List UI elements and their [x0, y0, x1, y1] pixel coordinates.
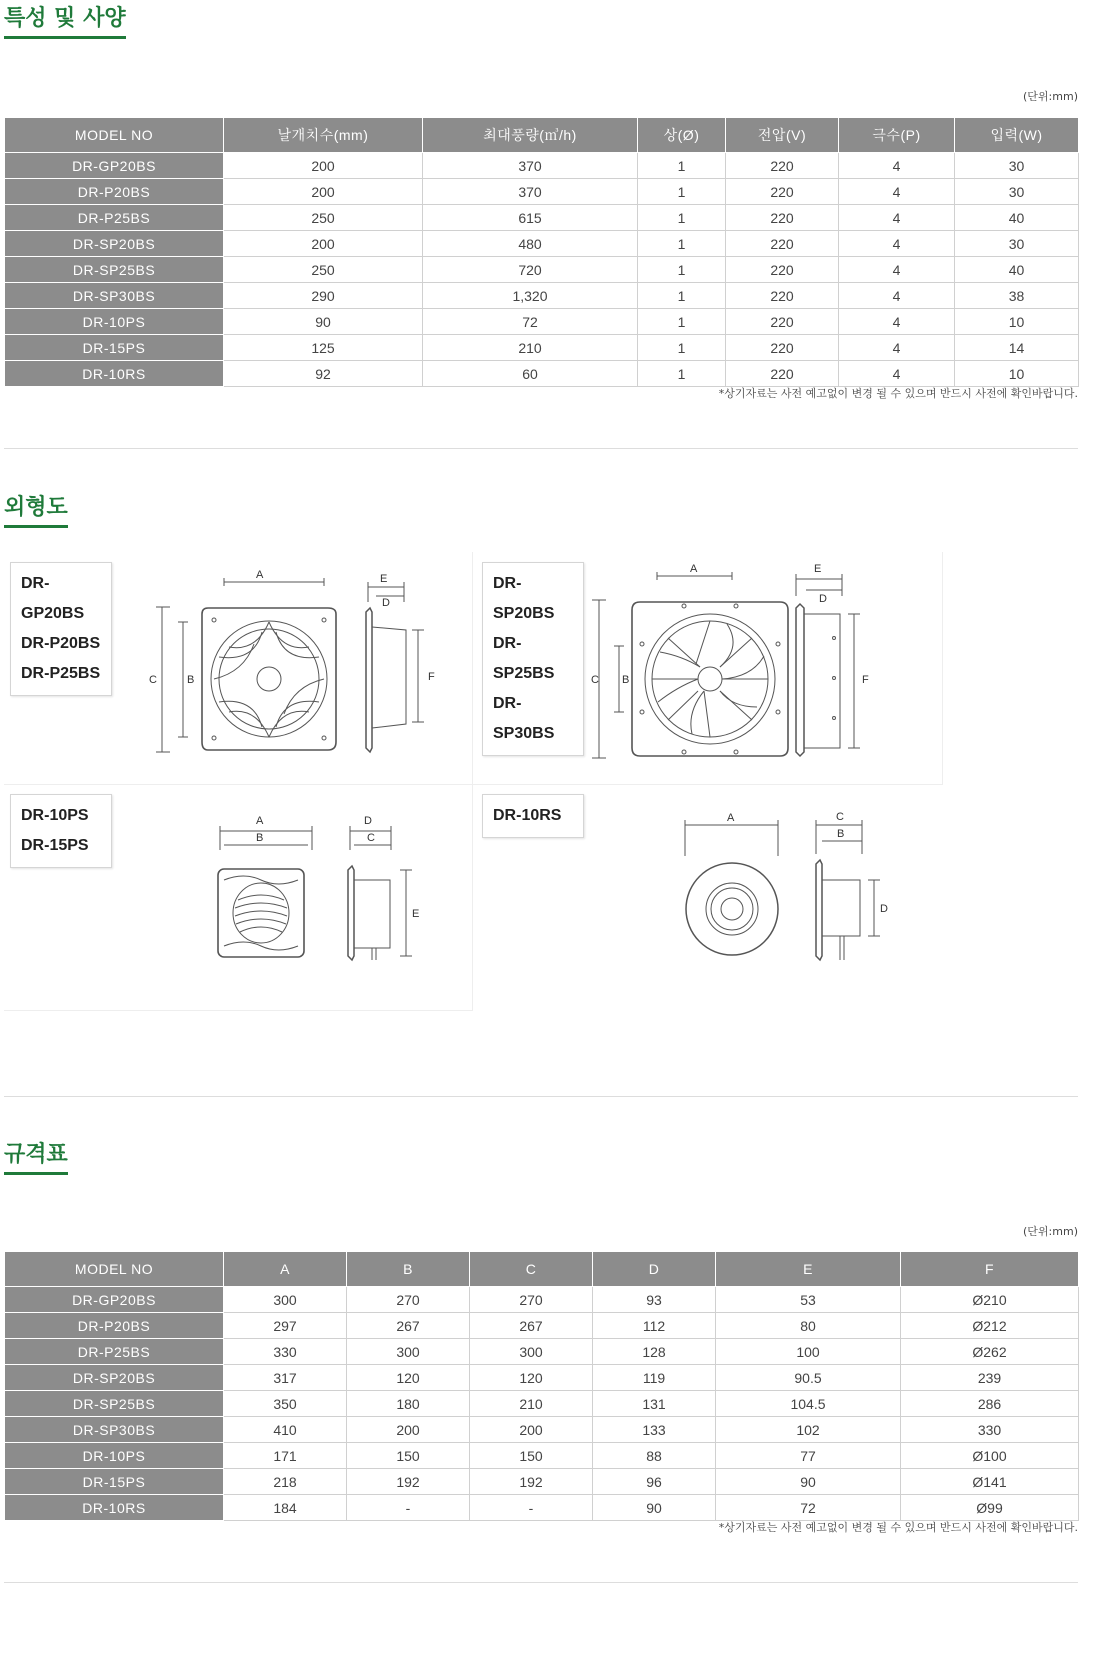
dim-label: B: [622, 674, 630, 686]
table-cell: 72: [716, 1495, 901, 1521]
table-cell: 10: [955, 361, 1079, 387]
table-cell: 4: [839, 283, 955, 309]
table-cell: Ø99: [901, 1495, 1079, 1521]
table-cell: 4: [839, 309, 955, 335]
table-cell: 220: [726, 257, 839, 283]
table-cell: 218: [224, 1469, 347, 1495]
column-header: 최대풍량(㎥/h): [423, 118, 638, 153]
table-cell: 4: [839, 179, 955, 205]
table-row: [5, 1339, 1079, 1365]
table-cell: 220: [726, 361, 839, 387]
table-row: [5, 257, 1079, 283]
column-header: MODEL NO: [5, 118, 224, 153]
table-cell: Ø262: [901, 1339, 1079, 1365]
table-cell: Ø210: [901, 1287, 1079, 1313]
table-cell: 200: [347, 1417, 470, 1443]
diagram-panel-4: [472, 784, 942, 1010]
divider: [4, 1096, 1078, 1097]
table-cell: 131: [593, 1391, 716, 1417]
table-row: [5, 231, 1079, 257]
table-cell: 1,320: [423, 283, 638, 309]
column-header: 극수(P): [839, 118, 955, 153]
table-cell: 30: [955, 153, 1079, 179]
table-cell: 286: [901, 1391, 1079, 1417]
model-cell: DR-SP20BS: [5, 1365, 224, 1391]
table-cell: 1: [638, 257, 726, 283]
dim-label: C: [591, 674, 599, 686]
table-row: [5, 153, 1079, 179]
model-label: DR-SP25BS: [493, 635, 555, 682]
table-cell: 1: [638, 309, 726, 335]
model-cell: DR-10PS: [5, 309, 224, 335]
model-cell: DR-10RS: [5, 361, 224, 387]
table-cell: 150: [470, 1443, 593, 1469]
table-cell: 133: [593, 1417, 716, 1443]
column-header: D: [593, 1252, 716, 1287]
model-cell: DR-P20BS: [5, 179, 224, 205]
table-cell: 220: [726, 283, 839, 309]
table-cell: 480: [423, 231, 638, 257]
column-header: B: [347, 1252, 470, 1287]
table-cell: 200: [224, 153, 423, 179]
table-cell: 112: [593, 1313, 716, 1339]
table-row: [5, 309, 1079, 335]
table-cell: 220: [726, 205, 839, 231]
dim-label: E: [412, 908, 420, 920]
table-cell: 1: [638, 283, 726, 309]
spec-table: [4, 117, 1079, 387]
shape-section-title: 외형도: [4, 495, 68, 528]
column-header: 날개치수(mm): [224, 118, 423, 153]
table-cell: 72: [423, 309, 638, 335]
table-cell: 350: [224, 1391, 347, 1417]
dim-label: E: [814, 563, 822, 575]
table-cell: Ø100: [901, 1443, 1079, 1469]
model-cell: DR-GP20BS: [5, 1287, 224, 1313]
table-cell: 267: [470, 1313, 593, 1339]
dim-label: C: [367, 832, 375, 844]
model-label: DR-10RS: [493, 807, 562, 824]
dim-label: D: [819, 593, 827, 605]
table-row: [5, 1417, 1079, 1443]
column-header: 입력(W): [955, 118, 1079, 153]
unit-label: (단위:mm): [1023, 90, 1078, 103]
table-cell: 720: [423, 257, 638, 283]
table-cell: 220: [726, 153, 839, 179]
table-cell: 90.5: [716, 1365, 901, 1391]
table-cell: 1: [638, 179, 726, 205]
table-cell: 220: [726, 309, 839, 335]
table-cell: 4: [839, 231, 955, 257]
model-label: DR-15PS: [21, 837, 89, 854]
table-cell: -: [347, 1495, 470, 1521]
dim-label: D: [364, 815, 372, 827]
table-cell: 100: [716, 1339, 901, 1365]
table-cell: 220: [726, 179, 839, 205]
size-table-header: [5, 1252, 1079, 1287]
table-cell: 14: [955, 335, 1079, 361]
table-cell: 171: [224, 1443, 347, 1469]
table-row: [5, 1469, 1079, 1495]
table-cell: 270: [347, 1287, 470, 1313]
table-cell: 10: [955, 309, 1079, 335]
fan-drawing-3: [204, 784, 444, 1010]
fan-drawing-2: [592, 552, 932, 784]
model-label: DR-SP20BS: [493, 575, 555, 622]
column-header: 상(Ø): [638, 118, 726, 153]
table-cell: 53: [716, 1287, 901, 1313]
spec-note: *상기자료는 사전 예고없이 변경 될 수 있으며 반드시 사전에 확인바랍니다.: [718, 387, 1078, 400]
dim-label: B: [256, 832, 264, 844]
table-row: [5, 1443, 1079, 1469]
spec-table-header: [5, 118, 1079, 153]
fan-drawing-1: [144, 552, 464, 777]
model-cell: DR-SP25BS: [5, 257, 224, 283]
table-cell: 615: [423, 205, 638, 231]
column-header: E: [716, 1252, 901, 1287]
table-cell: 210: [470, 1391, 593, 1417]
table-cell: 128: [593, 1339, 716, 1365]
table-cell: 270: [470, 1287, 593, 1313]
column-header: 전압(V): [726, 118, 839, 153]
table-cell: 250: [224, 205, 423, 231]
model-cell: DR-15PS: [5, 1469, 224, 1495]
table-cell: 317: [224, 1365, 347, 1391]
table-cell: 210: [423, 335, 638, 361]
table-cell: 330: [224, 1339, 347, 1365]
column-header: C: [470, 1252, 593, 1287]
model-cell: DR-10PS: [5, 1443, 224, 1469]
size-note: *상기자료는 사전 예고없이 변경 될 수 있으며 반드시 사전에 확인바랍니다.: [718, 1521, 1078, 1534]
column-header: F: [901, 1252, 1079, 1287]
table-cell: 77: [716, 1443, 901, 1469]
table-cell: 300: [224, 1287, 347, 1313]
table-cell: 300: [470, 1339, 593, 1365]
table-cell: 40: [955, 257, 1079, 283]
model-label-box: [482, 562, 584, 756]
model-cell: DR-SP20BS: [5, 231, 224, 257]
table-cell: 192: [347, 1469, 470, 1495]
table-cell: 30: [955, 231, 1079, 257]
table-cell: 410: [224, 1417, 347, 1443]
table-cell: 93: [593, 1287, 716, 1313]
divider: [4, 448, 1078, 449]
table-cell: Ø141: [901, 1469, 1079, 1495]
table-cell: 1: [638, 335, 726, 361]
table-cell: 38: [955, 283, 1079, 309]
table-cell: 220: [726, 231, 839, 257]
table-cell: 239: [901, 1365, 1079, 1391]
table-cell: 250: [224, 257, 423, 283]
table-cell: 370: [423, 179, 638, 205]
dim-label: B: [187, 674, 195, 686]
table-cell: 200: [224, 179, 423, 205]
size-table: [4, 1251, 1079, 1521]
table-row: [5, 179, 1079, 205]
size-section-title: 규격표: [4, 1142, 68, 1175]
table-cell: 90: [716, 1469, 901, 1495]
table-cell: 1: [638, 361, 726, 387]
table-cell: 80: [716, 1313, 901, 1339]
table-row: [5, 1495, 1079, 1521]
table-cell: 40: [955, 205, 1079, 231]
table-row: [5, 283, 1079, 309]
table-cell: 30: [955, 179, 1079, 205]
table-row: [5, 335, 1079, 361]
table-cell: 184: [224, 1495, 347, 1521]
diagram-panel-2: [472, 552, 943, 785]
table-cell: 60: [423, 361, 638, 387]
table-cell: 192: [470, 1469, 593, 1495]
table-cell: 1: [638, 205, 726, 231]
table-cell: 102: [716, 1417, 901, 1443]
dim-label: A: [256, 815, 264, 827]
unit-label: (단위:mm): [1023, 1225, 1078, 1238]
diagram-panel-1: [4, 552, 473, 785]
table-cell: 4: [839, 205, 955, 231]
dim-label: F: [862, 674, 869, 686]
table-cell: 119: [593, 1365, 716, 1391]
model-label-box: [10, 562, 112, 696]
model-cell: DR-15PS: [5, 335, 224, 361]
dim-label: A: [690, 563, 698, 575]
table-cell: 370: [423, 153, 638, 179]
dim-label: E: [380, 573, 388, 585]
spec-section-title: 특성 및 사양: [4, 6, 126, 39]
table-cell: 125: [224, 335, 423, 361]
table-cell: 104.5: [716, 1391, 901, 1417]
dim-label: C: [836, 811, 844, 823]
table-cell: 300: [347, 1339, 470, 1365]
dim-label: C: [149, 674, 157, 686]
table-cell: 200: [470, 1417, 593, 1443]
dim-label: D: [880, 903, 888, 915]
divider: [4, 1582, 1078, 1583]
table-row: [5, 361, 1079, 387]
model-label: DR-GP20BS: [21, 575, 85, 622]
model-label: DR-P25BS: [21, 665, 101, 682]
dim-label: B: [837, 828, 845, 840]
table-cell: 150: [347, 1443, 470, 1469]
model-cell: DR-GP20BS: [5, 153, 224, 179]
table-cell: 330: [901, 1417, 1079, 1443]
fan-drawing-4: [672, 784, 912, 1010]
table-cell: 267: [347, 1313, 470, 1339]
table-cell: 4: [839, 335, 955, 361]
table-cell: 200: [224, 231, 423, 257]
dim-label: F: [428, 671, 435, 683]
table-cell: 180: [347, 1391, 470, 1417]
model-label-box: [10, 794, 112, 868]
table-cell: 4: [839, 361, 955, 387]
table-cell: 1: [638, 231, 726, 257]
dim-label: A: [256, 569, 264, 581]
column-header: A: [224, 1252, 347, 1287]
model-cell: DR-SP25BS: [5, 1391, 224, 1417]
table-cell: 120: [470, 1365, 593, 1391]
table-cell: 1: [638, 153, 726, 179]
table-cell: 290: [224, 283, 423, 309]
table-cell: 96: [593, 1469, 716, 1495]
table-cell: 120: [347, 1365, 470, 1391]
table-cell: Ø212: [901, 1313, 1079, 1339]
table-row: [5, 1287, 1079, 1313]
model-cell: DR-P25BS: [5, 1339, 224, 1365]
table-cell: 90: [593, 1495, 716, 1521]
table-cell: 92: [224, 361, 423, 387]
table-row: [5, 205, 1079, 231]
model-cell: DR-SP30BS: [5, 283, 224, 309]
model-label: DR-SP30BS: [493, 695, 555, 742]
model-cell: DR-SP30BS: [5, 1417, 224, 1443]
model-cell: DR-10RS: [5, 1495, 224, 1521]
model-cell: DR-P20BS: [5, 1313, 224, 1339]
table-cell: -: [470, 1495, 593, 1521]
table-cell: 220: [726, 335, 839, 361]
dim-label: A: [727, 812, 735, 824]
table-cell: 90: [224, 309, 423, 335]
table-row: [5, 1365, 1079, 1391]
table-row: [5, 1391, 1079, 1417]
table-cell: 88: [593, 1443, 716, 1469]
model-label-box: [482, 794, 584, 838]
diagram-panel-3: [4, 784, 473, 1011]
table-cell: 297: [224, 1313, 347, 1339]
column-header: MODEL NO: [5, 1252, 224, 1287]
table-row: [5, 1313, 1079, 1339]
model-label: DR-P20BS: [21, 635, 101, 652]
table-cell: 4: [839, 257, 955, 283]
model-label: DR-10PS: [21, 807, 89, 824]
table-cell: 4: [839, 153, 955, 179]
model-cell: DR-P25BS: [5, 205, 224, 231]
dim-label: D: [382, 597, 390, 609]
